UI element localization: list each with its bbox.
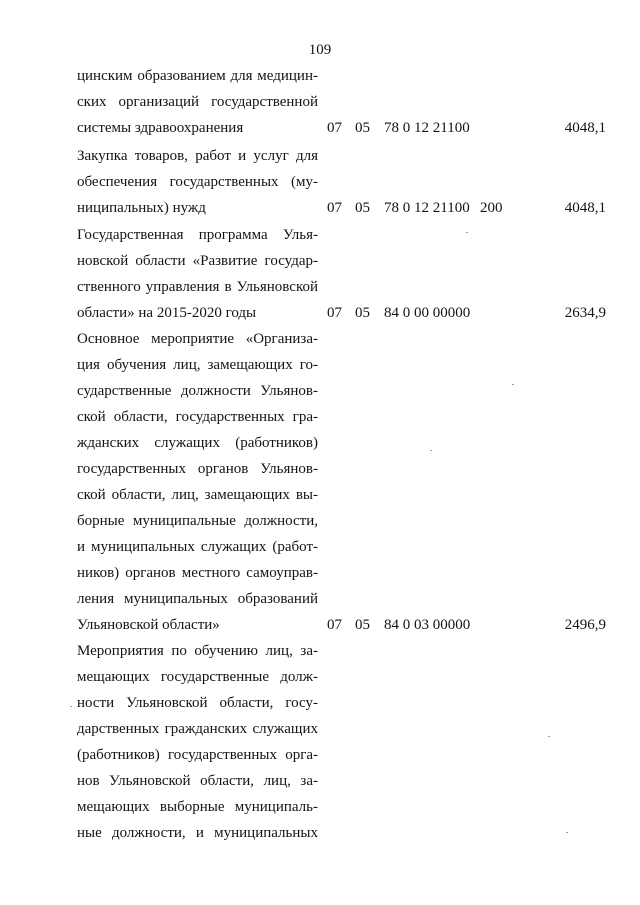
- target-article-code: 78 0 12 21100: [384, 200, 470, 216]
- scan-speck: [512, 384, 514, 385]
- description-line: ные должности, и муниципальных: [77, 825, 318, 841]
- description-line: системы здравоохранения: [77, 120, 244, 136]
- description-line: Закупка товаров, работ и услуг для: [77, 148, 318, 164]
- description-line: ности Ульяновской области, госу-: [77, 695, 318, 711]
- target-article-code: 84 0 03 00000: [384, 617, 471, 633]
- description-line: сударственные должности Ульянов-: [77, 383, 318, 399]
- row-description: [77, 326, 318, 638]
- section-code: 07: [327, 120, 342, 136]
- amount: 4048,1: [564, 200, 606, 216]
- amount: 2634,9: [564, 305, 606, 321]
- description-line: ления муниципальных образований: [77, 591, 318, 607]
- section-code: 07: [327, 305, 342, 321]
- description-line: ниципальных) нужд: [77, 200, 206, 216]
- target-article-code: 78 0 12 21100: [384, 120, 470, 136]
- row-description: [77, 638, 318, 846]
- subsection-code: 05: [355, 617, 370, 633]
- subsection-code: 05: [355, 305, 370, 321]
- description-line: ция обучения лиц, замещающих го-: [77, 357, 318, 373]
- description-line: новской области «Развитие государ-: [77, 253, 318, 269]
- section-code: 07: [327, 200, 342, 216]
- description-line: нов Ульяновской области, лиц, за-: [77, 773, 318, 789]
- description-line: и муниципальных служащих (работ-: [77, 539, 318, 555]
- scan-speck: [70, 706, 72, 707]
- description-line: обеспечения государственных (му-: [77, 174, 318, 190]
- scan-speck: [466, 232, 468, 233]
- scan-speck: [566, 832, 568, 833]
- description-line: Государственная программа Улья-: [77, 227, 318, 243]
- target-article-code: 84 0 00 00000: [384, 305, 471, 321]
- description-line: государственных органов Ульянов-: [77, 461, 318, 477]
- description-line: мещающих выборные муниципаль-: [77, 799, 318, 815]
- description-line: борные муниципальные должности,: [77, 513, 318, 529]
- description-line: ских организаций государственной: [77, 94, 318, 110]
- description-line: (работников) государственных орга-: [77, 747, 318, 763]
- page-number: 109: [308, 42, 332, 58]
- row-description: [77, 222, 318, 326]
- description-line: ской области, государственных гра-: [77, 409, 318, 425]
- expense-type-code: 200: [480, 200, 503, 216]
- subsection-code: 05: [355, 200, 370, 216]
- row-description: [77, 63, 318, 141]
- description-line: дарственных гражданских служащих: [77, 721, 318, 737]
- amount: 4048,1: [564, 120, 606, 136]
- description-line: ской области, лиц, замещающих вы-: [77, 487, 318, 503]
- description-line: мещающих государственные долж-: [77, 669, 318, 685]
- description-line: Ульяновской области»: [77, 617, 220, 633]
- section-code: 07: [327, 617, 342, 633]
- amount: 2496,9: [564, 617, 606, 633]
- description-line: цинским образованием для медицин-: [77, 68, 318, 84]
- row-description: [77, 143, 318, 221]
- description-line: области» на 2015-2020 годы: [77, 305, 257, 321]
- description-line: Мероприятия по обучению лиц, за-: [77, 643, 318, 659]
- description-line: ственного управления в Ульяновской: [77, 279, 318, 295]
- scan-speck: [430, 450, 432, 451]
- description-line: Основное мероприятие «Организа-: [77, 331, 318, 347]
- subsection-code: 05: [355, 120, 370, 136]
- scan-speck: [548, 736, 550, 737]
- description-line: жданских служащих (работников): [77, 435, 318, 451]
- description-line: ников) органов местного самоуправ-: [77, 565, 318, 581]
